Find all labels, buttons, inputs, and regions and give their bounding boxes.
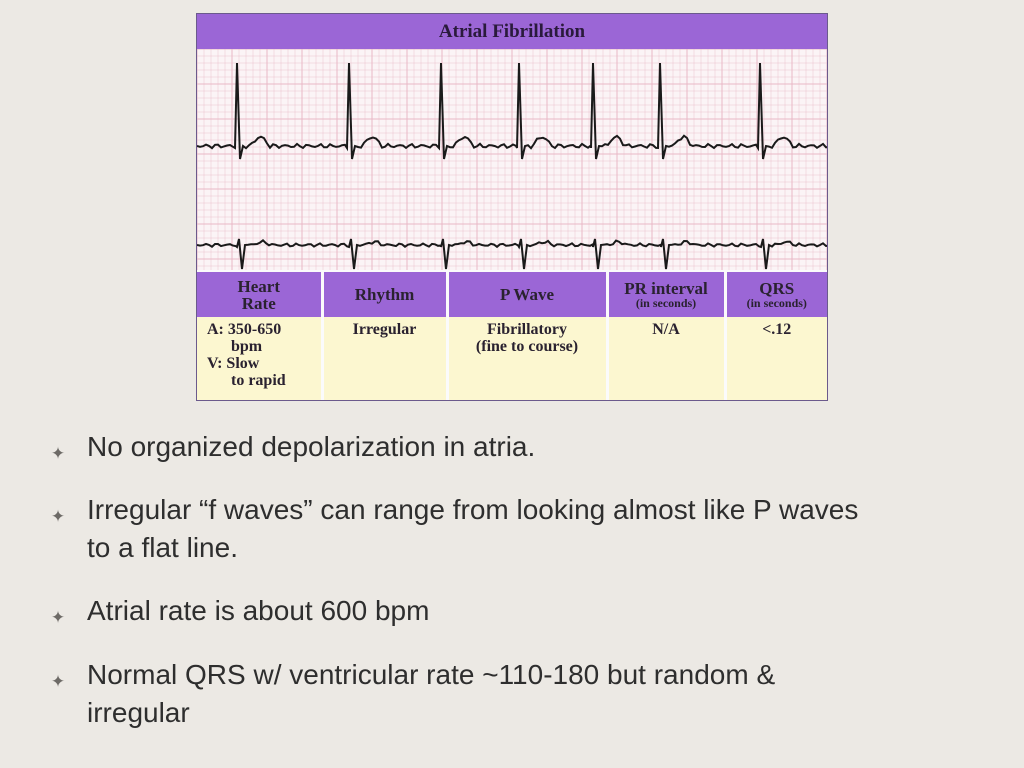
bullet-line: Atrial rate is about 600 bpm [87, 595, 430, 626]
header-qrs-sub: (in seconds) [746, 295, 807, 310]
value-qrs: <.12 [725, 317, 827, 401]
header-p-wave: P Wave [447, 271, 607, 317]
ecg-strip [197, 49, 827, 270]
figure-title: Atrial Fibrillation [197, 14, 827, 49]
value-pr-interval: N/A [607, 317, 725, 401]
four-point-star-icon: ✦ [50, 507, 66, 526]
four-point-star-icon: ✦ [50, 672, 66, 691]
value-rhythm: Irregular [322, 317, 447, 401]
bullet-line: irregular [87, 697, 190, 728]
header-rhythm: Rhythm [322, 271, 447, 317]
header-qrs-label: QRS [759, 278, 795, 298]
value-heart-rate-line-1: A: 350-650 [207, 321, 282, 338]
bullet-text [87, 428, 987, 466]
rhythm-info-table [197, 270, 827, 401]
ecg-figure [196, 13, 828, 401]
header-heart-rate-line-1: Heart [237, 276, 280, 296]
ecg-grid [197, 49, 827, 270]
header-pr-interval-label: PR interval [624, 278, 708, 298]
bullet-line: No organized depolarization in atria. [87, 431, 536, 462]
value-heart-rate-line-3: V: Slow [207, 355, 260, 372]
header-heart-rate [197, 271, 322, 317]
four-point-star-icon: ✦ [50, 444, 66, 463]
value-p-wave-line-1: Fibrillatory [487, 321, 567, 338]
header-qrs [725, 271, 827, 317]
bullet-line: Normal QRS w/ ventricular rate ~110-180 but random & [87, 659, 776, 690]
header-heart-rate-line-2: Rate [241, 293, 276, 313]
bullet-text [87, 592, 987, 630]
value-heart-rate-line-2: bpm [231, 338, 263, 355]
value-p-wave-line-2: (fine to course) [475, 338, 579, 355]
four-point-star-icon: ✦ [50, 608, 66, 627]
header-pr-interval-sub: (in seconds) [635, 295, 697, 310]
bullet-line: Irregular “f waves” can range from looking almost like P waves [87, 494, 859, 525]
value-heart-rate [197, 317, 322, 401]
value-p-wave [447, 317, 607, 401]
bullet-line: to a flat line. [87, 532, 238, 563]
bullet-text [87, 656, 987, 732]
header-pr-interval [607, 271, 725, 317]
value-heart-rate-line-4: to rapid [231, 372, 286, 389]
bullet-text [87, 491, 987, 567]
